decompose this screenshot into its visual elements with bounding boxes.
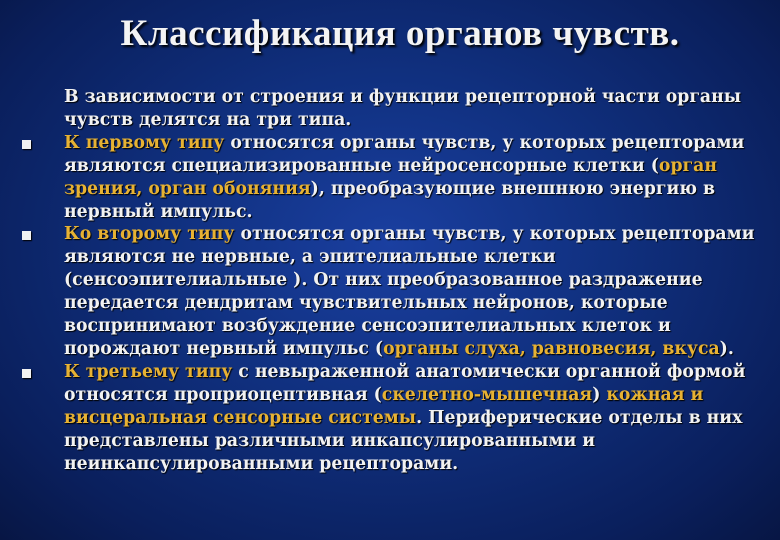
slide-body	[64, 86, 776, 475]
highlight-text: К третьему типу	[64, 361, 233, 382]
intro-paragraph: В зависимости от строения и функции рецепторной части органы чувств делятся на три типа.	[64, 87, 742, 130]
bullet-item-first-type	[64, 132, 776, 224]
bullet-item-second-type	[64, 223, 776, 360]
body-text: относятся органы чувств, у которых рецепторами являются специализированные нейросенсорные клетки (	[64, 132, 745, 176]
slide-title: Классификация органов чувств.	[120, 13, 680, 54]
body-text: ).	[719, 338, 734, 359]
bullet-item-third-type	[64, 361, 776, 476]
body-text: )	[592, 384, 607, 405]
square-bullet-icon	[22, 231, 31, 240]
highlight-text: орган зрения, орган обоняния	[64, 155, 717, 199]
highlight-text: кожная и висцеральная сенсорные системы	[64, 384, 704, 428]
body-text: с невыраженной анатомически органной формой относятся проприоцептивная (	[64, 361, 746, 405]
highlight-text: органы слуха, равновесия, вкуса	[383, 338, 720, 359]
body-text: . Периферические отделы в них представлены различными инкапсулированными и неинкапсулированными рецепторами.	[64, 407, 743, 474]
highlight-text: скелетно-мышечная	[381, 384, 593, 405]
square-bullet-icon	[22, 369, 31, 378]
body-text: ), преобразующие внешнюю энергию в нервный импульс.	[64, 178, 716, 222]
body-text: относятся органы чувств, у которых рецепторами являются не нервные, а эпителиальные клетки (сенсоэпителиальные ). От них преобразованное раздражение передается дендритам чувствительных нейронов, которые воспринимают возбуждение сенсоэпителиальных клеток и порождают нервный импульс (	[64, 224, 755, 359]
highlight-text: Ко второму типу	[64, 224, 235, 245]
square-bullet-icon	[22, 140, 31, 149]
highlight-text: К первому типу	[64, 132, 225, 153]
